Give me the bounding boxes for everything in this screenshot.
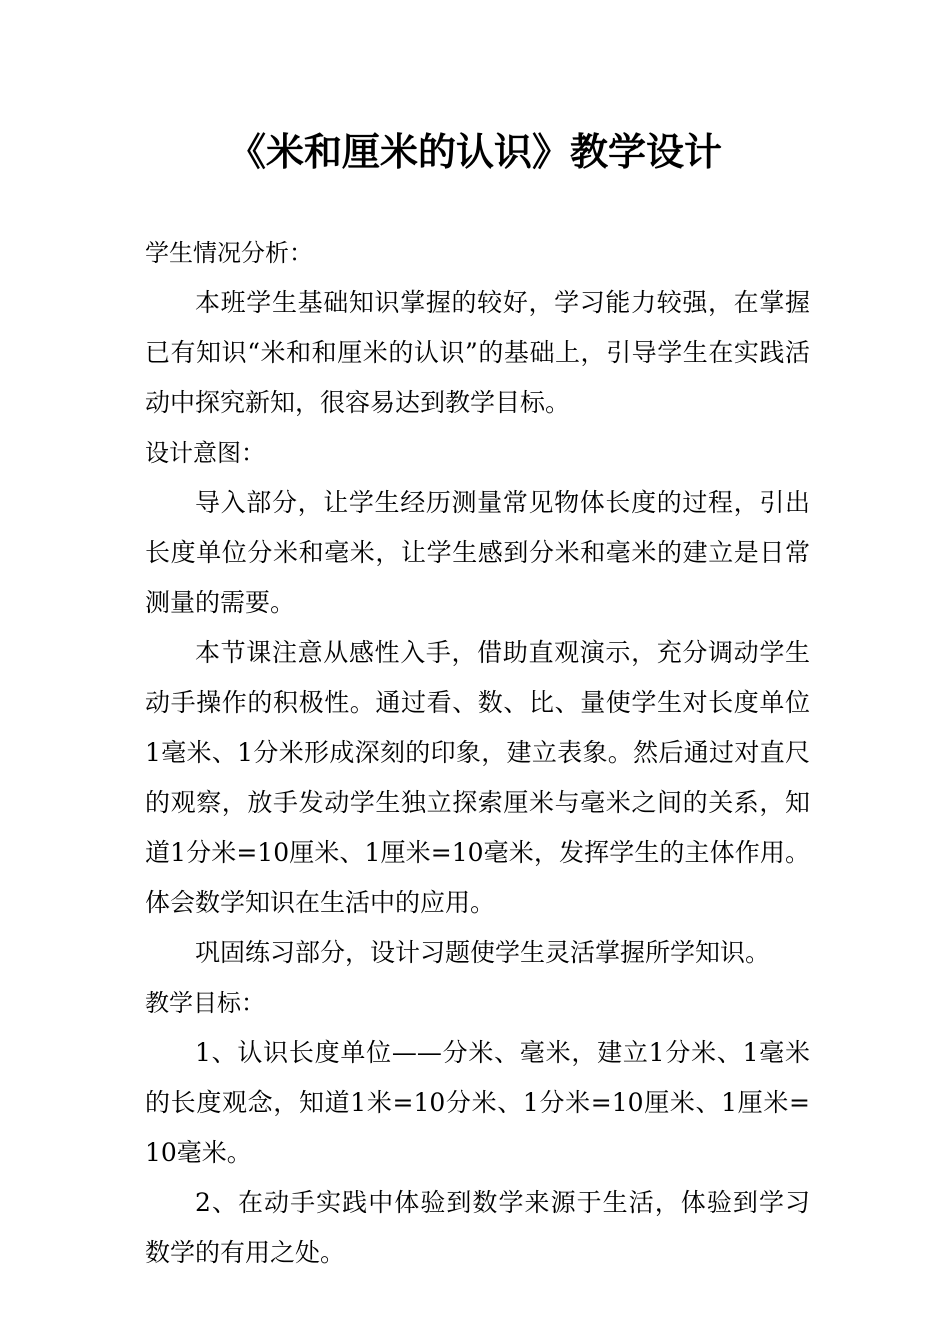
paragraph: 2、在动手实践中体验到数学来源于生活，体验到学习数学的有用之处。 [145, 1188, 810, 1267]
document-title: 《米和厘米的认识》教学设计 [227, 130, 722, 174]
paragraph: 本班学生基础知识掌握的较好，学习能力较强，在掌握已有知识“米和和厘米的认识”的基础上，引导学生在实践活动中探究新知，很容易达到教学目标。 [145, 288, 810, 417]
section-heading-teaching-goals: 教学目标： [145, 989, 265, 1017]
paragraph: 巩固练习部分，设计习题使学生灵活掌握所学知识。 [195, 938, 771, 967]
section-heading-design-intent: 设计意图： [145, 439, 265, 467]
document-body [145, 228, 810, 1278]
section-heading-student-analysis: 学生情况分析： [145, 239, 313, 267]
paragraph: 本节课注意从感性入手，借助直观演示，充分调动学生动手操作的积极性。通过看、数、比、量使学生对长度单位1毫米、1分米形成深刻的印象，建立表象。然后通过对直尺的观察，放手发动学生独立探索厘米与毫米之间的关系，知道1分米=10厘米、1厘米=10毫米，发挥学生的主体作用。体会数学知识在生活中的应用。 [145, 638, 810, 917]
paragraph: 1、认识长度单位——分米、毫米，建立1分米、1毫米的长度观念，知道1米=10分米、1分米=10厘米、1厘米=10毫米。 [145, 1038, 810, 1167]
paragraph: 导入部分，让学生经历测量常见物体长度的过程，引出长度单位分米和毫米，让学生感到分米和毫米的建立是日常测量的需要。 [145, 488, 810, 617]
